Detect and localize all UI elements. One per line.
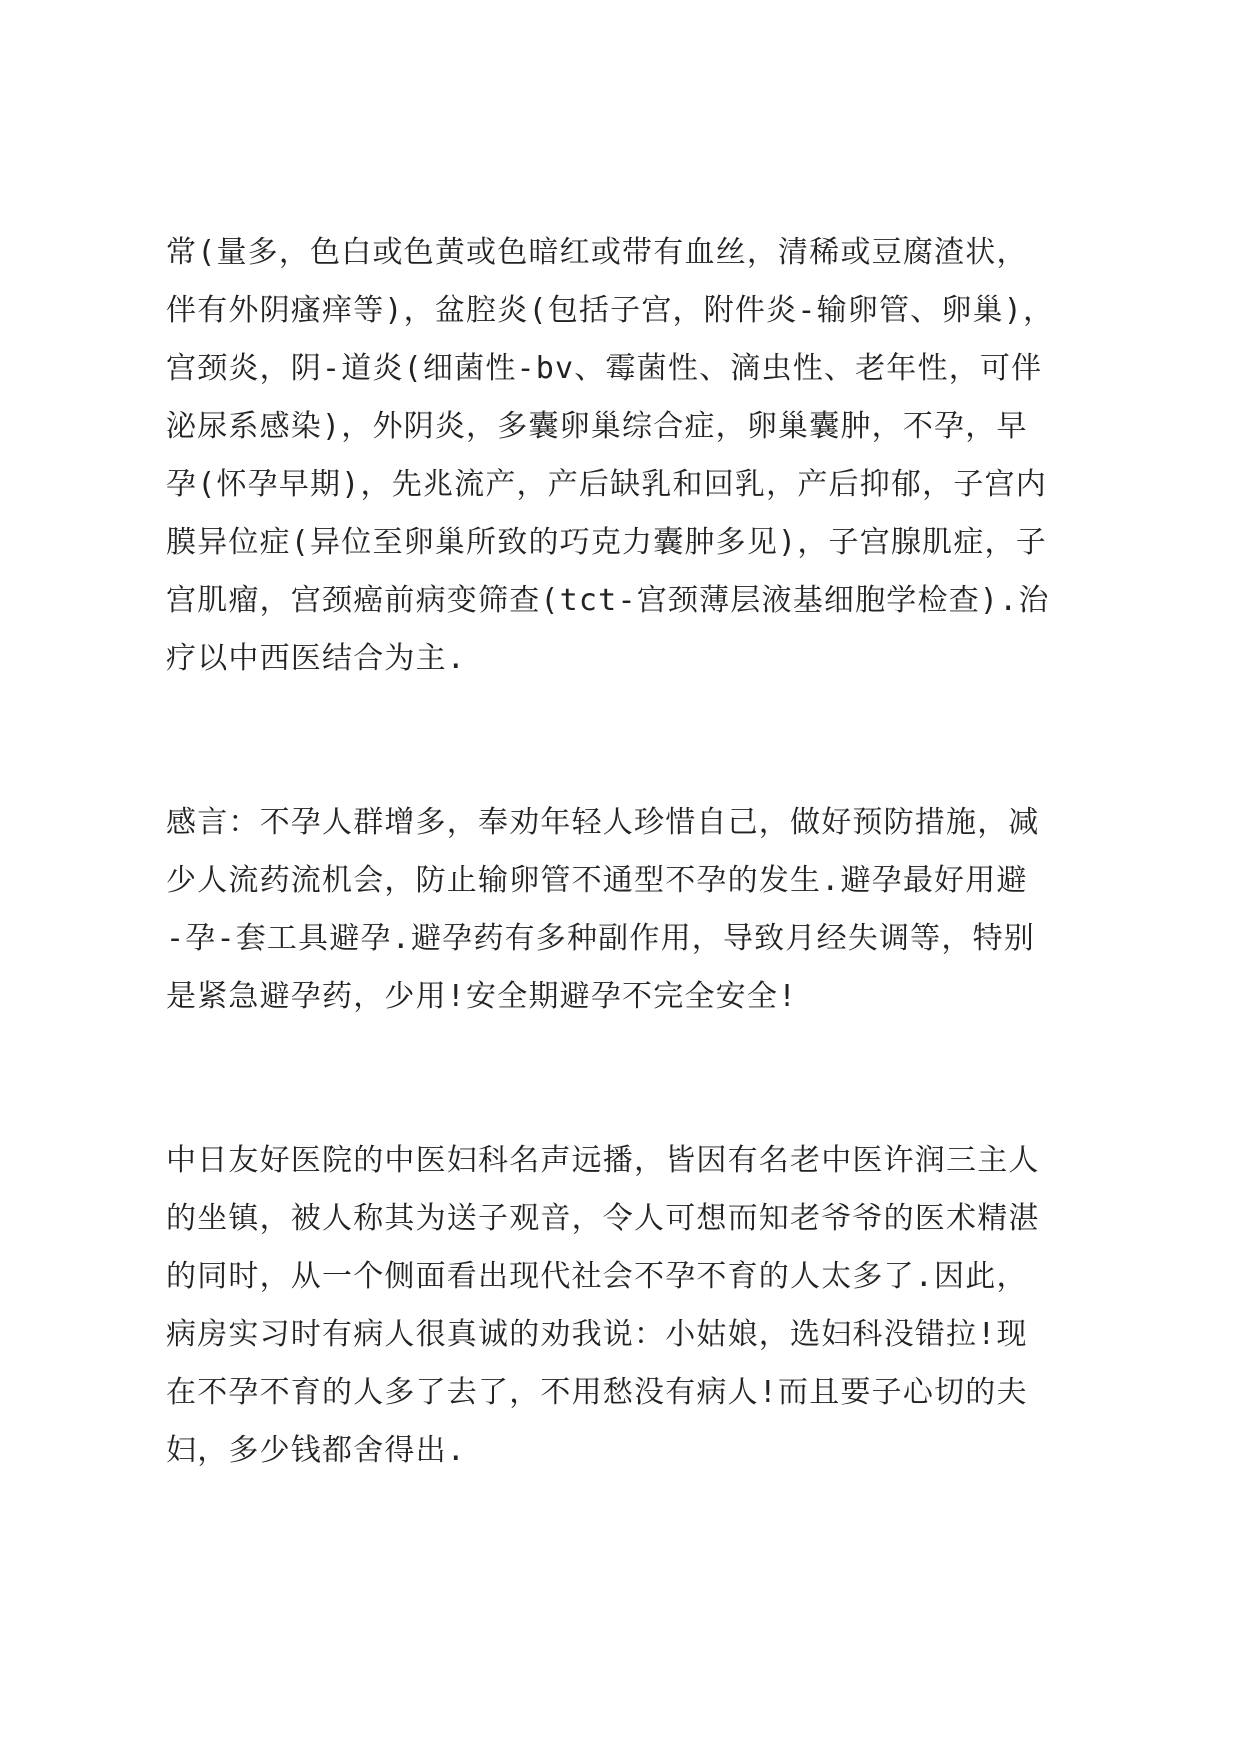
text-line: 的同时，从一个侧面看出现代社会不孕不育的人太多了.因此， — [166, 1259, 1028, 1294]
text-line: 在不孕不育的人多了去了，不用愁没有病人!而且要子心切的夫 — [166, 1375, 1028, 1410]
text-line: 宫颈炎，阴-道炎(细菌性-bv、霉菌性、滴虫性、老年性，可伴 — [166, 351, 1043, 386]
text-line: 伴有外阴瘙痒等)，盆腔炎(包括子宫，附件炎-输卵管、卵巢)， — [166, 293, 1055, 328]
text-line: 疗以中西医结合为主. — [166, 641, 467, 676]
text-line: 妇，多少钱都舍得出. — [166, 1433, 467, 1468]
text-line: 病房实习时有病人很真诚的劝我说：小姑娘，选妇科没错拉!现 — [166, 1317, 1028, 1352]
text-line: -孕-套工具避孕.避孕药有多种副作用，导致月经失调等，特别 — [166, 921, 1035, 956]
text-line: 的坐镇，被人称其为送子观音，令人可想而知老爷爷的医术精湛 — [166, 1201, 1040, 1236]
paragraph-reflections — [166, 794, 1096, 1026]
text-line: 少人流药流机会，防止输卵管不通型不孕的发生.避孕最好用避 — [166, 863, 1028, 898]
text-line: 宫肌瘤，宫颈癌前病变筛查(tct-宫颈薄层液基细胞学检查).治 — [166, 583, 1050, 618]
text-line: 是紧急避孕药，少用!安全期避孕不完全安全! — [166, 979, 798, 1014]
text-line: 膜异位症(异位至卵巢所致的巧克力囊肿多见)，子宫腺肌症，子 — [166, 525, 1047, 560]
text-line: 泌尿系感染)，外阴炎，多囊卵巢综合症，卵巢囊肿，不孕，早 — [166, 409, 1028, 444]
paragraph-hospital-anecdote — [166, 1132, 1096, 1480]
paragraph-gynecology-conditions — [166, 224, 1096, 688]
text-line: 感言：不孕人群增多，奉劝年轻人珍惜自己，做好预防措施，减 — [166, 805, 1040, 840]
text-line: 中日友好医院的中医妇科名声远播，皆因有名老中医许润三主人 — [166, 1143, 1040, 1178]
text-line: 孕(怀孕早期)，先兆流产，产后缺乳和回乳，产后抑郁，子宫内 — [166, 467, 1047, 502]
text-line: 常(量多，色白或色黄或色暗红或带有血丝，清稀或豆腐渣状， — [166, 235, 1028, 270]
